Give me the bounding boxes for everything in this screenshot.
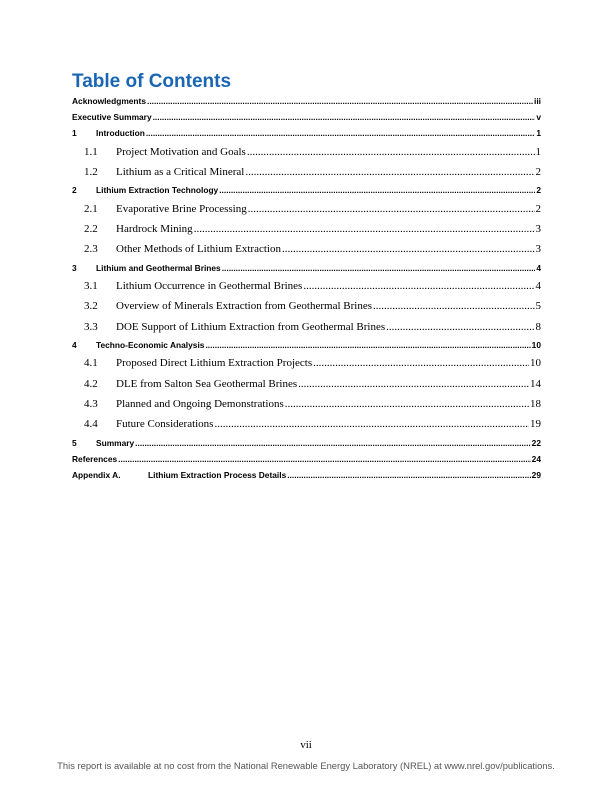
- toc-dot-leader: [147, 93, 533, 109]
- toc-entry-title: Executive Summary: [72, 112, 152, 123]
- toc-entry-title: DLE from Salton Sea Geothermal Brines: [116, 377, 298, 390]
- toc-entry-title: Lithium Occurrence in Geothermal Brines: [116, 279, 303, 292]
- toc-entry[interactable]: [72, 125, 541, 141]
- toc-entry-number: 3.1: [84, 279, 98, 292]
- toc-entry[interactable]: [72, 219, 541, 239]
- toc-entry-number: 3.2: [84, 300, 98, 313]
- toc-entry-page: 14: [530, 377, 541, 390]
- toc-entry-page: 18: [530, 398, 541, 411]
- toc-entry[interactable]: [72, 142, 541, 162]
- toc-entry[interactable]: [72, 239, 541, 259]
- toc-entry-page: 2: [535, 202, 541, 215]
- toc-entry-number: 4.4: [84, 418, 98, 431]
- toc-dot-leader: [118, 451, 531, 467]
- toc-entry[interactable]: [72, 109, 541, 125]
- toc-entry-number: 4.1: [84, 357, 98, 370]
- toc-entry-page: 24: [531, 454, 541, 464]
- toc-entry-title: References: [72, 454, 118, 464]
- toc-dot-leader: [298, 374, 529, 394]
- toc-dot-leader: [386, 317, 534, 337]
- toc-entry[interactable]: [72, 435, 541, 451]
- toc-dot-leader: [153, 109, 536, 125]
- toc-entry[interactable]: [72, 260, 541, 276]
- toc-entry-number: 3.3: [84, 320, 98, 333]
- toc-entry-page: v: [536, 112, 541, 123]
- toc-entry[interactable]: [72, 317, 541, 337]
- toc-entry-page: 2: [536, 185, 541, 196]
- toc-entry-page: 22: [531, 437, 541, 448]
- toc-entry-number: 1.1: [84, 145, 98, 158]
- toc-dot-leader: [146, 125, 535, 141]
- toc-entry-title: Evaporative Brine Processing: [116, 202, 247, 215]
- toc-entry[interactable]: [72, 394, 541, 414]
- toc-entry-page: 1: [536, 128, 541, 139]
- toc-entry-page: iii: [534, 96, 541, 106]
- toc-entry-title: Project Motivation and Goals: [116, 145, 246, 158]
- toc-dot-leader: [248, 199, 535, 219]
- toc-entry-page: 5: [535, 300, 541, 313]
- toc-list: [72, 93, 541, 483]
- toc-entry[interactable]: [72, 276, 541, 296]
- toc-dot-leader: [222, 260, 536, 276]
- page-number: vii: [300, 739, 312, 751]
- toc-entry[interactable]: [72, 353, 541, 373]
- toc-entry[interactable]: [72, 93, 541, 109]
- toc-entry-page: 10: [530, 357, 541, 370]
- toc-entry-title: Future Considerations: [116, 418, 214, 431]
- toc-entry[interactable]: [72, 296, 541, 316]
- toc-entry-title: Proposed Direct Lithium Extraction Projects: [116, 357, 313, 370]
- toc-entry-number: 2.2: [84, 222, 98, 235]
- toc-entry[interactable]: [72, 337, 541, 353]
- toc-entry-title: DOE Support of Lithium Extraction from Geothermal Brines: [116, 320, 386, 333]
- toc-title: Table of Contents: [72, 71, 232, 92]
- toc-entry[interactable]: [72, 414, 541, 434]
- toc-entry[interactable]: [72, 374, 541, 394]
- toc-entry-title: Techno-Economic Analysis: [96, 340, 205, 351]
- toc-entry-title: Lithium and Geothermal Brines: [96, 262, 221, 273]
- toc-entry-number: 4: [72, 340, 77, 351]
- toc-entry-number: 1.2: [84, 165, 98, 178]
- toc-entry-page: 4: [536, 262, 541, 273]
- toc-dot-leader: [194, 219, 535, 239]
- toc-entry-title: Lithium Extraction Process Details: [148, 470, 287, 481]
- toc-dot-leader: [205, 337, 530, 353]
- toc-entry-page: 10: [531, 340, 541, 351]
- toc-entry-number: 2: [72, 185, 77, 196]
- toc-entry-title: Lithium as a Critical Mineral: [116, 165, 245, 178]
- toc-entry-page: 3: [535, 222, 541, 235]
- toc-dot-leader: [219, 182, 535, 198]
- toc-entry[interactable]: [72, 199, 541, 219]
- toc-entry-title: Overview of Minerals Extraction from Geothermal Brines: [116, 300, 372, 313]
- toc-entry[interactable]: [72, 162, 541, 182]
- toc-entry-page: 29: [531, 470, 541, 481]
- toc-entry[interactable]: [72, 467, 541, 483]
- toc-entry-page: 4: [535, 279, 541, 292]
- toc-entry-number: 2.3: [84, 243, 98, 256]
- toc-dot-leader: [245, 162, 534, 182]
- toc-entry-page: 3: [535, 243, 541, 256]
- toc-entry-number: 1: [72, 128, 77, 139]
- toc-entry[interactable]: [72, 451, 541, 467]
- toc-entry-number: Appendix A.: [72, 470, 121, 481]
- toc-dot-leader: [214, 414, 529, 434]
- toc-entry-number: 3: [72, 262, 77, 273]
- toc-dot-leader: [285, 394, 529, 414]
- toc-entry-page: 2: [535, 165, 541, 178]
- toc-entry[interactable]: [72, 182, 541, 198]
- toc-entry-number: 5: [72, 437, 77, 448]
- toc-entry-title: Lithium Extraction Technology: [96, 185, 219, 196]
- toc-entry-page: 8: [535, 320, 541, 333]
- toc-entry-title: Planned and Ongoing Demonstrations: [116, 398, 284, 411]
- toc-entry-title: Hardrock Mining: [116, 222, 193, 235]
- toc-dot-leader: [247, 142, 535, 162]
- toc-dot-leader: [135, 435, 531, 451]
- toc-entry-title: Introduction: [96, 128, 145, 139]
- toc-dot-leader: [303, 276, 534, 296]
- toc-dot-leader: [282, 239, 535, 259]
- toc-entry-page: 19: [530, 418, 541, 431]
- toc-dot-leader: [373, 296, 535, 316]
- toc-entry-number: 4.3: [84, 398, 98, 411]
- toc-dot-leader: [287, 467, 530, 483]
- toc-entry-title: Summary: [96, 437, 135, 448]
- footer-note: This report is available at no cost from the National Renewable Energy Laboratory (NREL) at www.nrel.gov/publications.: [57, 760, 555, 771]
- toc-entry-title: Other Methods of Lithium Extraction: [116, 243, 281, 256]
- toc-entry-number: 2.1: [84, 202, 98, 215]
- toc-entry-title: Acknowledgments: [72, 96, 146, 106]
- toc-entry-page: 1: [535, 145, 541, 158]
- toc-dot-leader: [313, 353, 529, 373]
- toc-entry-number: 4.2: [84, 377, 98, 390]
